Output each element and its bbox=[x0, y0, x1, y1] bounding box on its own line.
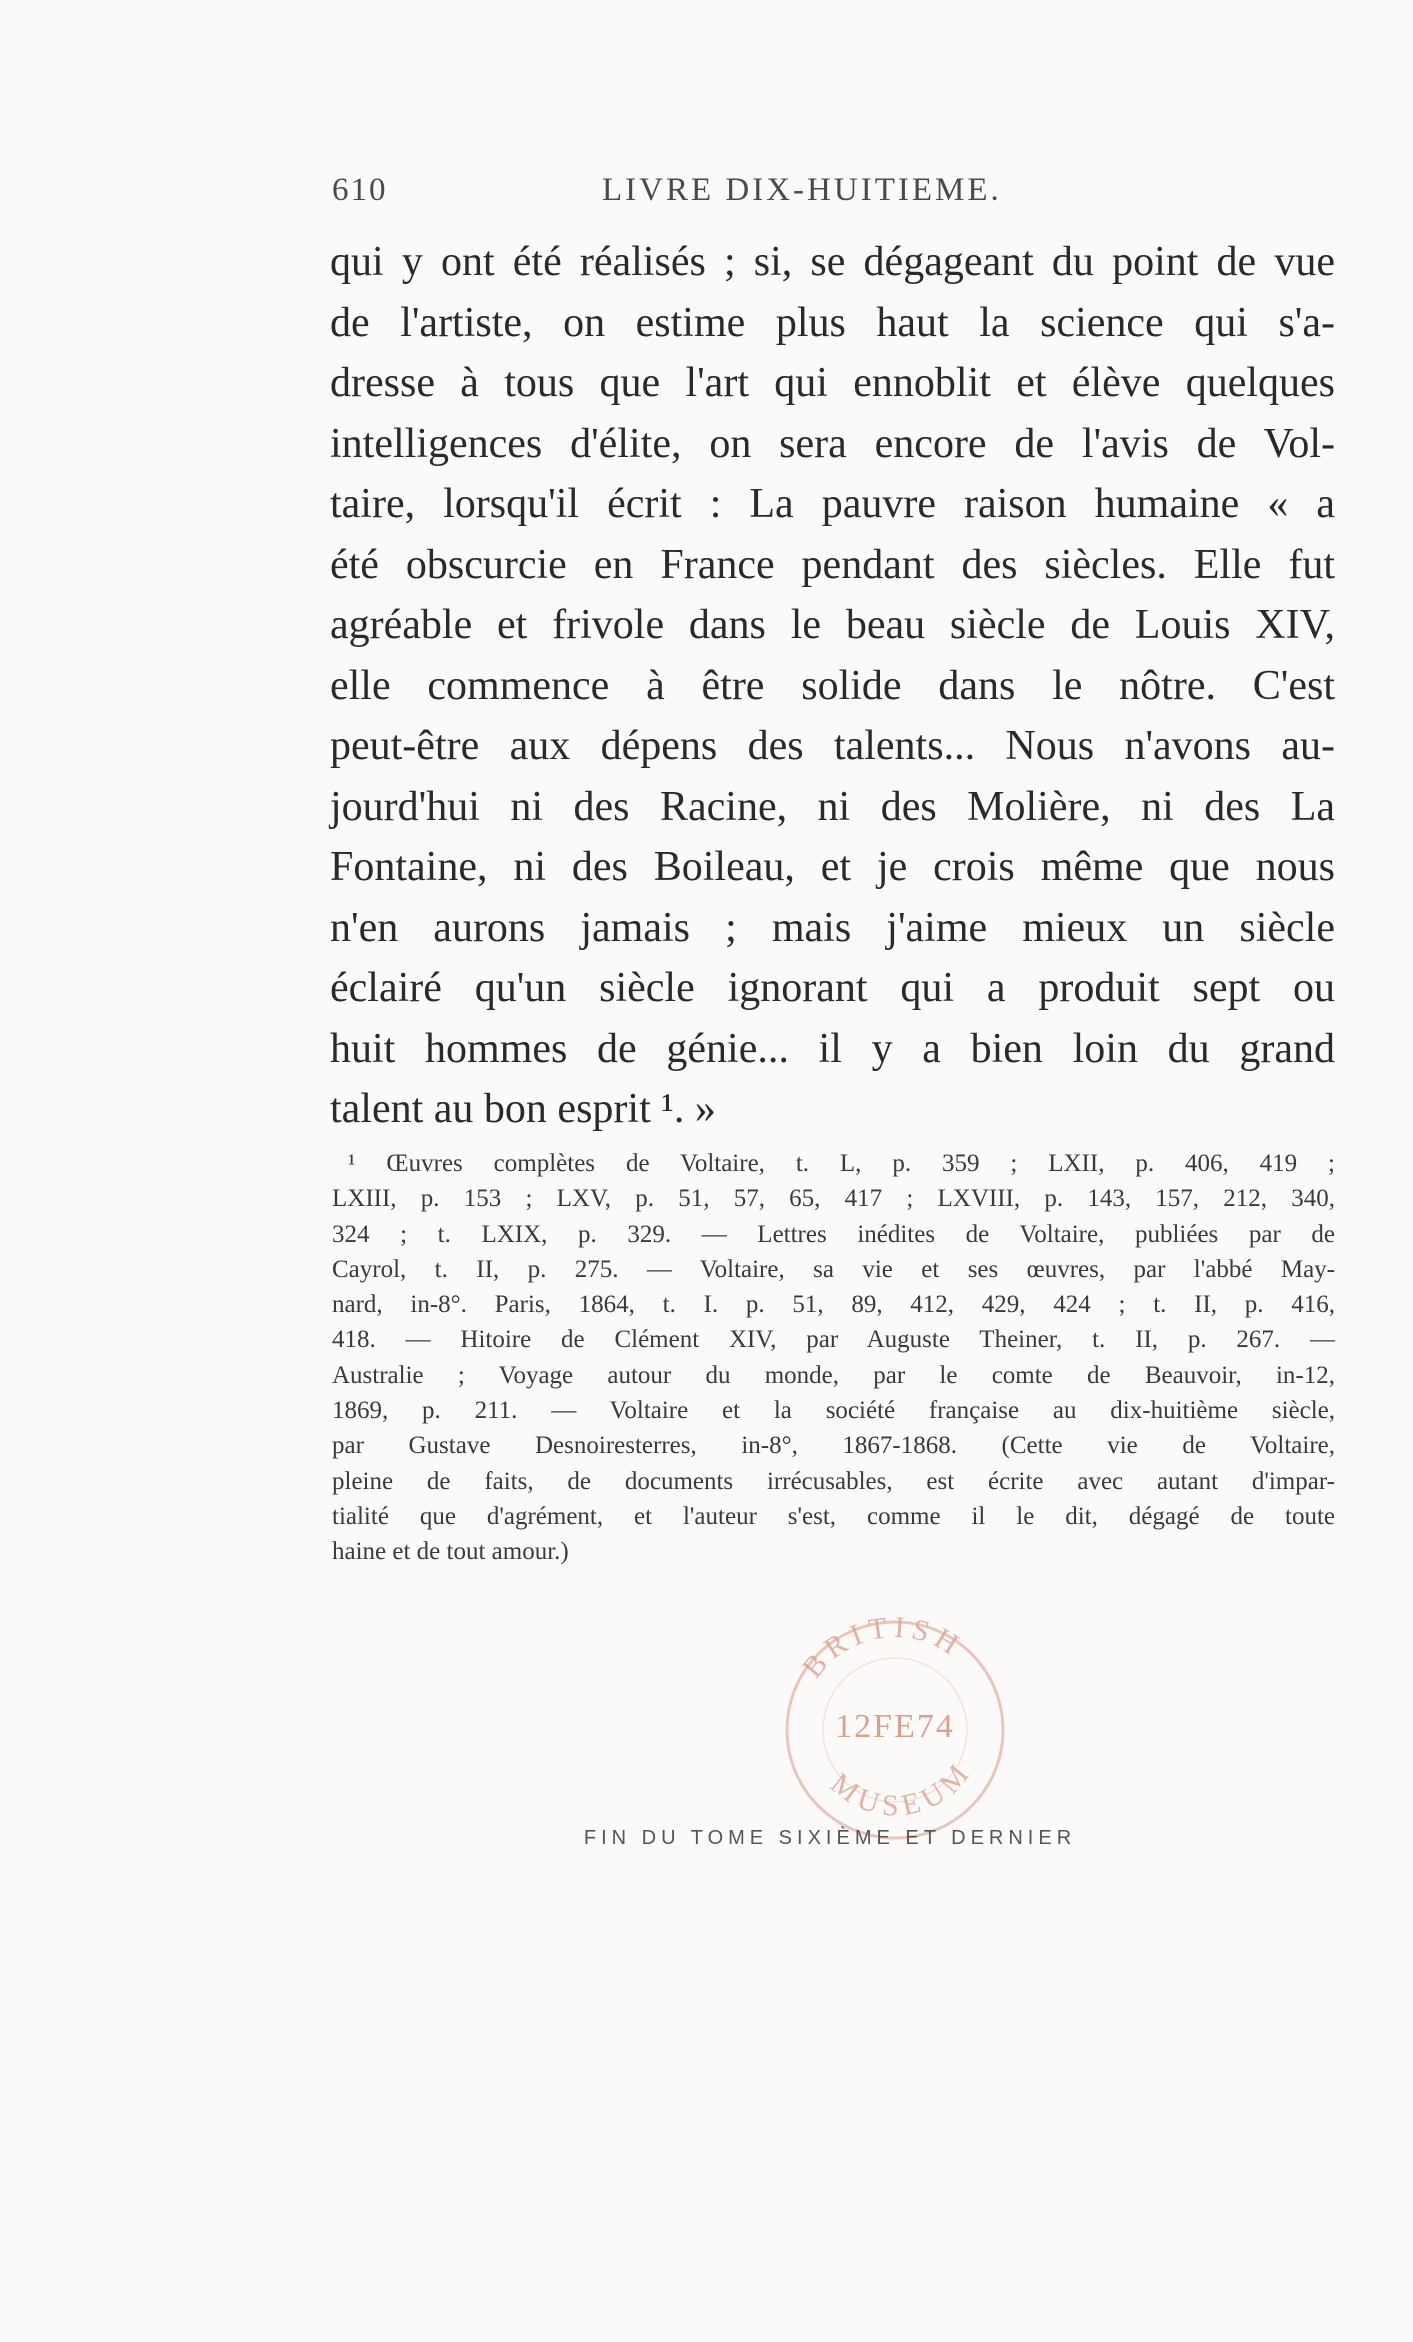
running-head bbox=[332, 172, 1292, 216]
body-line: agréable et frivole dans le beau siècle de Louis XIV, bbox=[330, 602, 1335, 648]
footnote-line: 418. — Hitoire de Clément XIV, par Auguste Theiner, t. II, p. 267. — bbox=[332, 1326, 1335, 1354]
body-line: peut-être aux dépens des talents... Nous n'avons au- bbox=[330, 723, 1335, 769]
footnote-line: Australie ; Voyage autour du monde, par le comte de Beauvoir, in-12, bbox=[332, 1361, 1335, 1389]
footnote bbox=[332, 1146, 1335, 1570]
footnote-line: pleine de faits, de documents irrécusables, est écrite avec autant d'impar- bbox=[332, 1467, 1335, 1495]
stamp-bottom-text: MUSEUM bbox=[824, 1753, 979, 1823]
body-line: taire, lorsqu'il écrit : La pauvre raison humaine « a bbox=[330, 481, 1335, 527]
body-line: qui y ont été réalisés ; si, se dégageant du point de vue bbox=[330, 239, 1335, 285]
footnote-line bbox=[332, 1146, 1335, 1181]
body-line: jourd'hui ni des Racine, ni des Molière, ni des La bbox=[330, 783, 1335, 830]
footnote-line: LXIII, p. 153 ; LXV, p. 51, 57, 65, 417 ; LXVIII, p. 143, 157, 212, 340, bbox=[332, 1185, 1335, 1213]
footnote-line: tialité que d'agrément, et l'auteur s'est, comme il le dit, dégagé de toute bbox=[332, 1502, 1335, 1530]
stamp-date: 12FE74 bbox=[835, 1708, 955, 1745]
footnote-line: par Gustave Desnoiresterres, in-8°, 1867-1868. (Cette vie de Voltaire, bbox=[332, 1432, 1335, 1460]
body-line: elle commence à être solide dans le nôtre. C'est bbox=[330, 662, 1335, 709]
colophon: FIN DU TOME SIXIÈME ET DERNIER bbox=[583, 1827, 1077, 1849]
body-line: n'en aurons jamais ; mais j'aime mieux un siècle bbox=[330, 904, 1335, 951]
body-line: huit hommes de génie... il y a bien loin du grand bbox=[330, 1025, 1335, 1072]
section-title: LIVRE DIX-HUITIEME. bbox=[602, 172, 1002, 208]
body-text bbox=[330, 232, 1335, 1140]
page-number: 610 bbox=[332, 172, 388, 208]
body-line: dresse à tous que l'art qui ennoblit et élève quelques bbox=[330, 360, 1335, 406]
footnote-line: haine et de tout amour.) bbox=[332, 1538, 569, 1566]
footnote-text: Œuvres complètes de Voltaire, t. L, p. 359 ; LXII, p. 406, 419 ; bbox=[386, 1150, 1335, 1177]
library-stamp bbox=[770, 1612, 1020, 1842]
body-line: talent au bon esprit ¹. » bbox=[330, 1086, 716, 1132]
stamp-top-text: BRITISH bbox=[795, 1612, 970, 1685]
body-line: Fontaine, ni des Boileau, et je crois même que nous bbox=[330, 844, 1335, 890]
footnote-line: Cayrol, t. II, p. 275. — Voltaire, sa vie et ses œuvres, par l'abbé May- bbox=[332, 1255, 1335, 1283]
body-line: été obscurcie en France pendant des siècles. Elle fut bbox=[330, 541, 1335, 588]
footnote-line: 1869, p. 211. — Voltaire et la société française au dix-huitième siècle, bbox=[332, 1397, 1335, 1425]
body-line: éclairé qu'un siècle ignorant qui a produit sept ou bbox=[330, 965, 1335, 1011]
footnote-marker: ¹ bbox=[348, 1150, 356, 1177]
body-line: intelligences d'élite, on sera encore de l'avis de Vol- bbox=[330, 420, 1335, 467]
footnote-line: 324 ; t. LXIX, p. 329. — Lettres inédites de Voltaire, publiées par de bbox=[332, 1220, 1335, 1248]
body-line: de l'artiste, on estime plus haut la science qui s'a- bbox=[330, 299, 1335, 346]
footnote-line: nard, in-8°. Paris, 1864, t. I. p. 51, 89, 412, 429, 424 ; t. II, p. 416, bbox=[332, 1291, 1335, 1319]
